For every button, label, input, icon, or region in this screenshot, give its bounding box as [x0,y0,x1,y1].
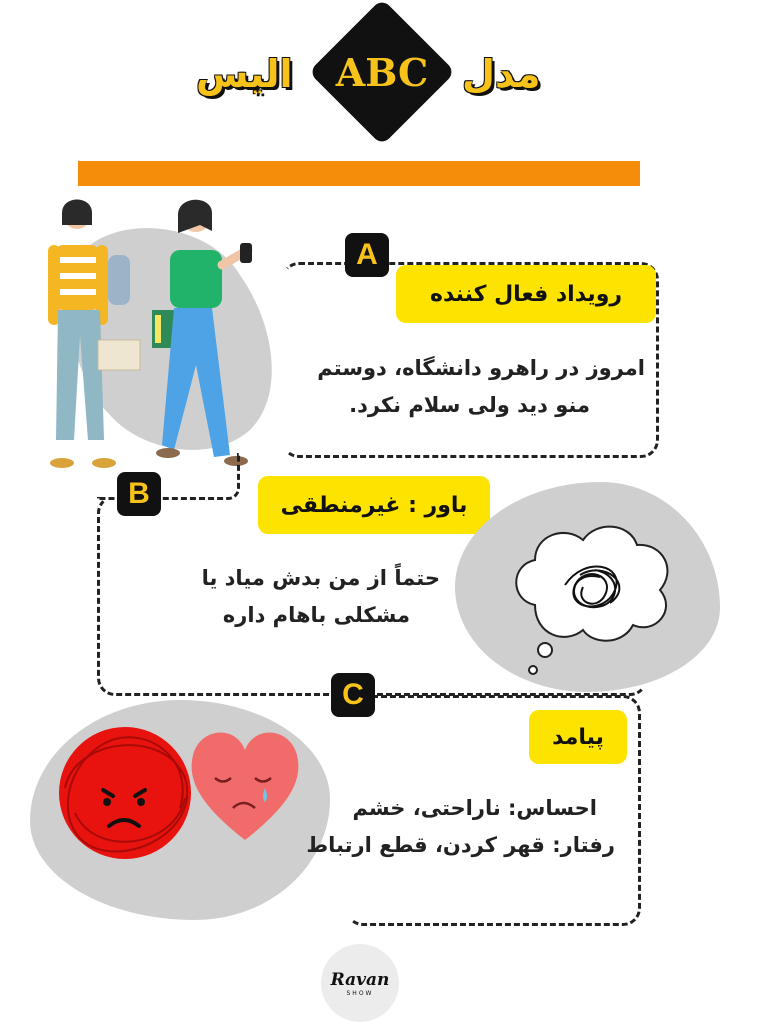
title-abc: ABC [335,50,429,95]
section-a-label: رویداد فعال کننده [396,265,656,323]
angry-face-icon [45,718,205,868]
ravan-show-logo [321,944,399,1022]
students-illustration [0,195,300,475]
section-b-text [140,560,440,634]
title-word-ellis: الیس [196,52,293,96]
section-a-line-2: منو دید ولی سلام نکرد. [349,392,590,417]
section-b-line-1: حتماً از من بدش میاد یا [201,566,440,590]
section-a-line-1: امروز در راهرو دانشگاه، دوستم [317,356,645,380]
section-c-letter-tag: C [331,673,375,717]
section-c-text [270,790,615,864]
section-b-line-2: مشکلی باهام داره [222,602,410,627]
thought-cloud-icon [505,515,685,680]
section-b-letter-tag: B [117,472,161,516]
section-c-line-1: احساس: ناراحتی، خشم [352,796,597,820]
section-c-line-2: رفتار: قهر کردن، قطع ارتباط [306,832,615,857]
header-divider-bar [78,161,640,186]
section-a-text [260,350,645,424]
section-a-letter-tag: A [345,233,389,277]
title-word-model: مدل [462,52,541,96]
section-c-label: پیامد [529,710,627,764]
logo-main-text: Ravan [330,969,390,990]
section-b-label: باور : غیرمنطقی [258,476,490,534]
logo-sub-text: SHOW [346,989,374,997]
